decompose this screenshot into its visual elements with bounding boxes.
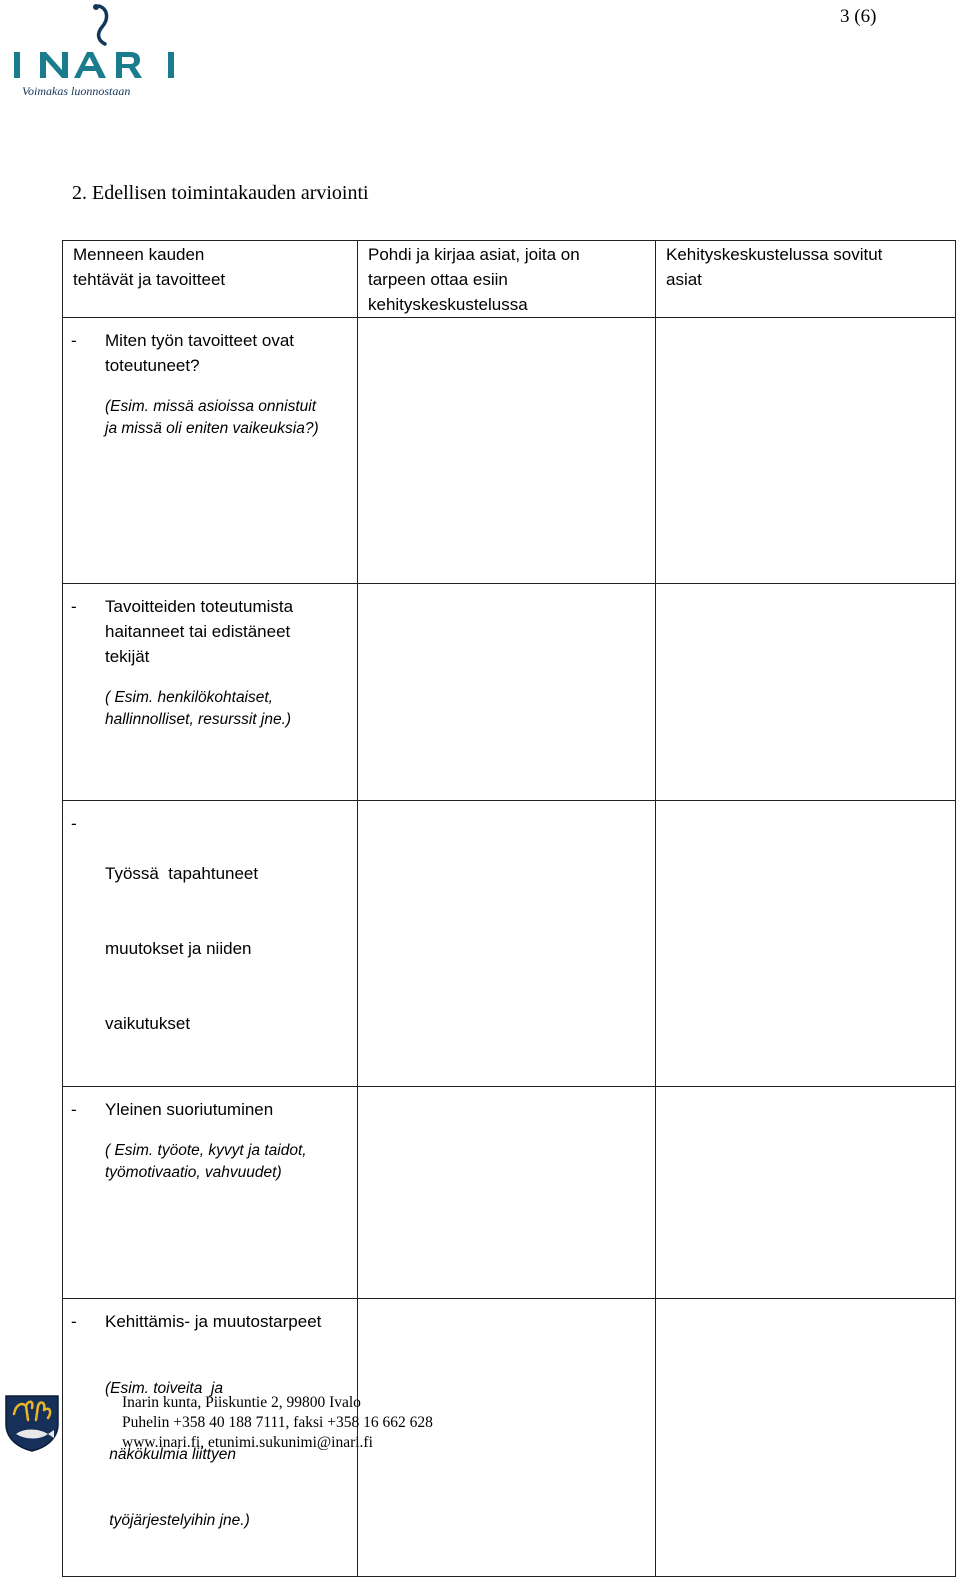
notes-cell[interactable]	[358, 801, 656, 1087]
logo-slogan: Voimakas luonnostaan	[22, 84, 131, 98]
table-header-row	[63, 241, 956, 318]
row-label-cell: - Miten työn tavoitteet ovat toteutuneet? (Esim. missä asioissa onnistuit ja missä oli eniten vaikeuksia?)	[63, 318, 358, 584]
footer-web: www.inari.fi, etunimi.sukunimi@inari.fi	[122, 1434, 373, 1451]
example-note: ( Esim. työote, kyvyt ja taidot, työmotivaatio, vahvuudet)	[105, 1142, 307, 1181]
table-row	[63, 1087, 956, 1299]
example-note: ( Esim. henkilökohtaiset, hallinnolliset, resurssit jne.)	[105, 689, 292, 728]
footer-contact	[122, 1393, 433, 1453]
agreed-cell[interactable]	[656, 1087, 956, 1299]
table-row	[63, 801, 956, 1087]
bullet-dash: -	[71, 1100, 77, 1119]
agreed-cell[interactable]	[656, 318, 956, 584]
agreed-cell[interactable]	[656, 1299, 956, 1577]
agreed-cell[interactable]	[656, 801, 956, 1087]
table-row	[63, 318, 956, 584]
notes-cell[interactable]	[358, 1087, 656, 1299]
header-reflect-notes: Pohdi ja kirjaa asiat, joita on tarpeen ottaa esiin kehityskeskustelussa	[358, 241, 656, 318]
page-number: 3 (6)	[840, 6, 877, 27]
footer-phone: Puhelin +358 40 188 7111, faksi +358 16 662 628	[122, 1414, 433, 1431]
notes-cell[interactable]	[358, 584, 656, 801]
bullet-dash: -	[71, 1312, 77, 1331]
coat-of-arms-icon	[4, 1394, 60, 1452]
bullet-dash: -	[71, 597, 77, 616]
bullet-dash: -	[71, 814, 77, 833]
inari-logo	[4, 0, 184, 100]
row-label-cell: - Työssä tapahtuneet muutokset ja niiden vaikutukset	[63, 801, 358, 1087]
logo-letters	[14, 52, 174, 78]
table-row	[63, 584, 956, 801]
example-note: (Esim. missä asioissa onnistuit ja missä oli eniten vaikeuksia?)	[105, 398, 319, 437]
evaluation-table	[62, 240, 956, 1577]
bullet-dash: -	[71, 331, 77, 350]
section-title: 2. Edellisen toimintakauden arviointi	[72, 182, 369, 204]
row-label-cell: - Tavoitteiden toteutumista haitanneet tai edistäneet tekijät ( Esim. henkilökohtaiset, hallinnolliset, resurssit jne.)	[63, 584, 358, 801]
header-past-tasks: Menneen kauden tehtävät ja tavoitteet	[63, 241, 358, 318]
notes-cell[interactable]	[358, 318, 656, 584]
footer-address: Inarin kunta, Piiskuntie 2, 99800 Ivalo	[122, 1394, 361, 1411]
row-label-cell: - Yleinen suoriutuminen ( Esim. työote, kyvyt ja taidot, työmotivaatio, vahvuudet)	[63, 1087, 358, 1299]
agreed-cell[interactable]	[656, 584, 956, 801]
row-label-cell: - Kehittämis- ja muutostarpeet (Esim. toiveita ja näkökulmia liittyen työjärjestelyihin jne.)	[63, 1299, 358, 1577]
header-agreed-items: Kehityskeskustelussa sovitut asiat	[656, 241, 956, 318]
logo-dot-icon	[93, 4, 99, 10]
logo-swirl-icon	[99, 6, 107, 44]
example-note: (Esim. toiveita ja näkökulmia liittyen työjärjestelyihin jne.)	[105, 1380, 250, 1529]
